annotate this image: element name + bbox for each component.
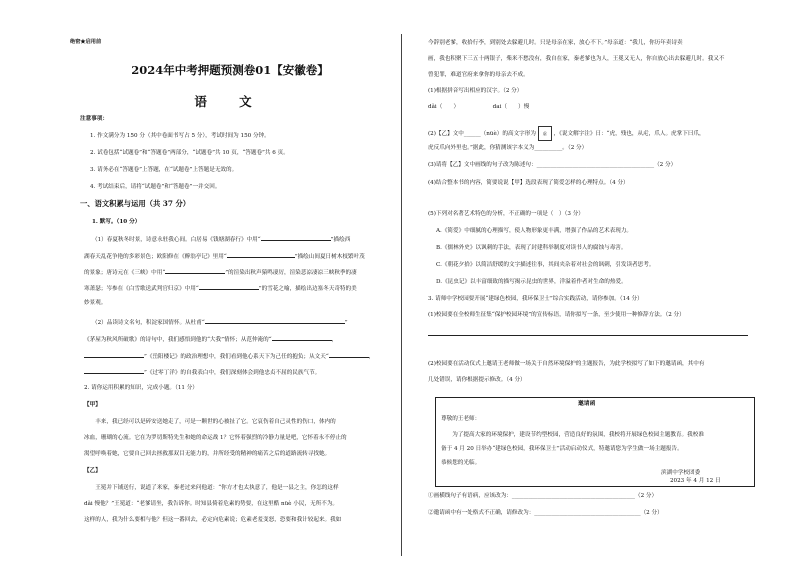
passage-yi-line: 这样的人，我为什么要相与他？但这一番回去，必定向危素说；危素老羞变怒，恐要和我计较起来。我如 [84,517,342,523]
invitation-letter [435,397,755,487]
answer-blank[interactable] [261,235,331,241]
section-heading: 一、语文积累与运用（共 37 分） [80,199,191,208]
question-3-2-line: 几处错误，请你根据提示修改。（4 分） [428,377,526,383]
answer-blank[interactable] [84,368,144,374]
subquestion-4: (4)结合整本书的内容，简要说说【甲】选段表现了简爱怎样的心理特点。（4 分） [428,180,629,186]
passage-yi-label: 【乙】 [84,468,101,474]
question-2-title: 2. 请你运用积累的知识，完成小题。（11 分） [84,385,198,391]
invitation-body-line: 恭候您的光临。 [441,460,481,466]
option-c[interactable]: C.《朝花夕拾》以简洁舒缓的文字描述往事，其间夹杂着对社会的讽刺，引发读者思考。 [436,262,655,268]
fix-1: ①画横线句子有语病，应该改为：____________________________________________（2 分） [428,493,658,499]
answer-blank[interactable] [84,352,144,358]
invitation-title: 邀请函 [578,401,596,407]
subquestion-1-blanks [428,104,529,111]
invitation-greeting: 尊敬的王老师： [441,416,481,422]
passage-yi-continued: 今辞别老爹，收拾行李，到别处去躲避几时。只是母亲在家，放心不下。”母亲道：“我儿，你历年卖诗卖 [428,40,683,46]
passage-yi-line: 王冕并下铺送行，说道了米家，秦老过来问他道：“你方才也太执意了，他是一县之主，你怎的这样 [84,485,339,491]
invitation-date: 2023 年 4 月 12 日 [670,478,721,484]
invitation-body-line: 备于 4 月 20 日举办“建绿色校园，我环保卫士”活动启动仪式，特邀请您为学生做一场主题报告。 [441,446,683,452]
note-item: 3. 请务必在“答题卷”上答题，在“试题卷”上答题是无效的。 [90,167,238,173]
question-3-title: 3. 请师中学校园要开展“建绿色校园，我环保卫士”综合实践活动，请你参加。（14 分） [428,296,643,302]
question-1-1-line: 的景象；唐诗元在《三峡》中用“ ”的渲染出秋声猿鸣凄厉，渲染悲凉凄凉三峡秋季的凄 [84,270,357,276]
passage-jia-line: 渴望呼唤着她，它要自己回去拯救那双目无能力的，并所经受的精神的痛苦之后的道路流转寻找她。 [84,451,331,457]
question-1-1-line: （1）春夏秋冬时景，诗意永驻我心间。白居易《钱塘湖春行》中用“ ”描绘西 [92,237,351,243]
answer-blank[interactable] [329,352,369,358]
question-1-2-line: ”《岳阳楼记》的政治理想中，我们看到他心系天下为己任的抱负；从文天“ ， [84,352,374,361]
question-1-2-line: ”《过零丁洋》的自我表白中，我们深刻体会到他忠贞不屈的民族气节。 [84,368,320,377]
question-1-2-line: （2）品读诗文名句，积淀家国情怀。从杜甫“ ” [92,320,348,326]
pinyin-blank[interactable]: dai（ ）慢 [492,104,530,110]
fix-2: ②邀请函中有一处格式不正确，请修改为：______________________________________（2 分） [428,510,663,516]
option-a[interactable]: A.《简爱》中细腻的心理描写，使人物形象更丰满，增强了作品的艺术表现力。 [436,228,633,234]
question-1-1-line: 寒萧瑟；岑参在《白雪歌送武判官归京》中用“ ”的雪花之喻，描绘出边塞冬天奇特的美 [84,286,357,292]
answer-line[interactable] [428,329,748,336]
option-b[interactable]: B.《儒林外史》以讽刺的手法，表现了封建科举制度对读书人的腐蚀与毒害。 [436,245,627,251]
exam-title: 2024年中考押题预测卷01【安徽卷】 [131,63,329,77]
note-item: 1. 作文满分为 150 分（其中卷面书写占 5 分），考试时间为 150 分钟。 [90,133,270,139]
answer-blank[interactable] [205,318,345,324]
option-d[interactable]: D.《昆虫记》以丰富细致的描写揭示昆虫的世界，洋溢着作者对生命的热爱。 [436,279,627,285]
passage-yi-continued: 画，我也积聚下三五十两银子，柴米不愁没有，我自在家，秦老爹也为人，王冕又无人，你自放心出去躲避几时。我又不 [428,56,725,62]
notes-heading: 注意事项： [80,116,108,122]
passage-yi-continued: 曾犯罪，难道官府来拿你的母亲去不成。 [428,72,529,78]
answer-blank[interactable] [227,252,295,258]
column-divider [401,34,402,556]
note-item: 2. 试卷包括“试题卷”和“答题卷”两部分，“试题卷”共 10 页，“答题卷”共 6 页。 [90,150,289,156]
subquestion-2-line: 虎反爪向外里也。”据此，你猜测该字本义为__________。（2 分） [428,145,588,151]
question-3-1: (1)校园要在全校师生征集“保护校园环境”的宣传标语，请你拟写一条，至少使用一种修辞方法。（2 分） [428,312,685,318]
subquestion-1: (1)根据拼音写出相应的汉字。（2 分） [428,88,523,94]
question-1-1-line: 湖春天乱花争艳的多彩景色；欧阳修在《醉翁亭记》里用“ ”描绘山间夏日树木枝繁叶茂 [84,254,365,260]
question-1-title: 1. 默写。（10 分） [92,219,141,225]
note-item: 4. 考试结束后，请将“试题卷”和“答题卷”一并交回。 [90,184,221,190]
ancient-character-image: 虐 [538,126,552,141]
secrecy-tag: 绝密★启用前 [70,39,102,45]
invitation-body-line: 为了提高大家的环境保护，建设节约型校园，营造良好的氛围，我校将开展绿色校园主题教育。我校准 [441,432,704,438]
pinyin-blank[interactable]: dǎi（ ） [428,104,460,110]
question-3-2-line: (2)校园要在活动仪式上邀请王老师做一场关于自然环境保护的主题报告，为此学校拟写了如下的邀请函，其中有 [428,361,705,367]
subject-title: 语 文 [194,94,266,109]
answer-blank[interactable] [165,268,225,274]
subquestion-2-line: (2)【乙】文中______（nüè）的高文字形为 虐 ，《说文解字注》日：“虎，残也，从虍，爪人。虎掌下曰爪， [428,126,705,141]
subquestion-5: (5)下列对名著艺术特色的分析，不正确的一项是（ ）（3 分） [428,211,584,217]
passage-jia-line: 丰来，我已经可以是碎安送她走了，可是一颗世的心被扯了它。它哀伤着自己灵性的伤口，体内的 [84,419,336,425]
answer-blank[interactable] [199,284,259,290]
subquestion-3: (3)请将【乙】文中画线的句子改为陈述句：__________________________________________（2 分） [428,162,677,168]
invitation-signature: 滨湖中学校团委 [661,470,701,476]
passage-jia-label: 【甲】 [84,402,101,408]
question-1-1-line: 妙景观。 [84,300,107,306]
passage-jia-line: 冰血，珊瑚的心流。它在为罗切斯特先生和她的命运战 1？它怀着强烈的冷静力量是吧，它怀着永不停止的 [84,435,347,441]
question-1-2-line: 《茅屋为秋风所破歌》的诗句中，我们感悟到他的“大我”情怀；从范仲淹的“ ， [84,337,338,343]
passage-yi-line: dǎi 慢他？”王冕道：“老爹请坐，我告诉你。时知县倚着危素的势要，在这里酷 nüè 小民，无所不为。 [84,501,339,507]
answer-blank[interactable] [272,335,332,341]
